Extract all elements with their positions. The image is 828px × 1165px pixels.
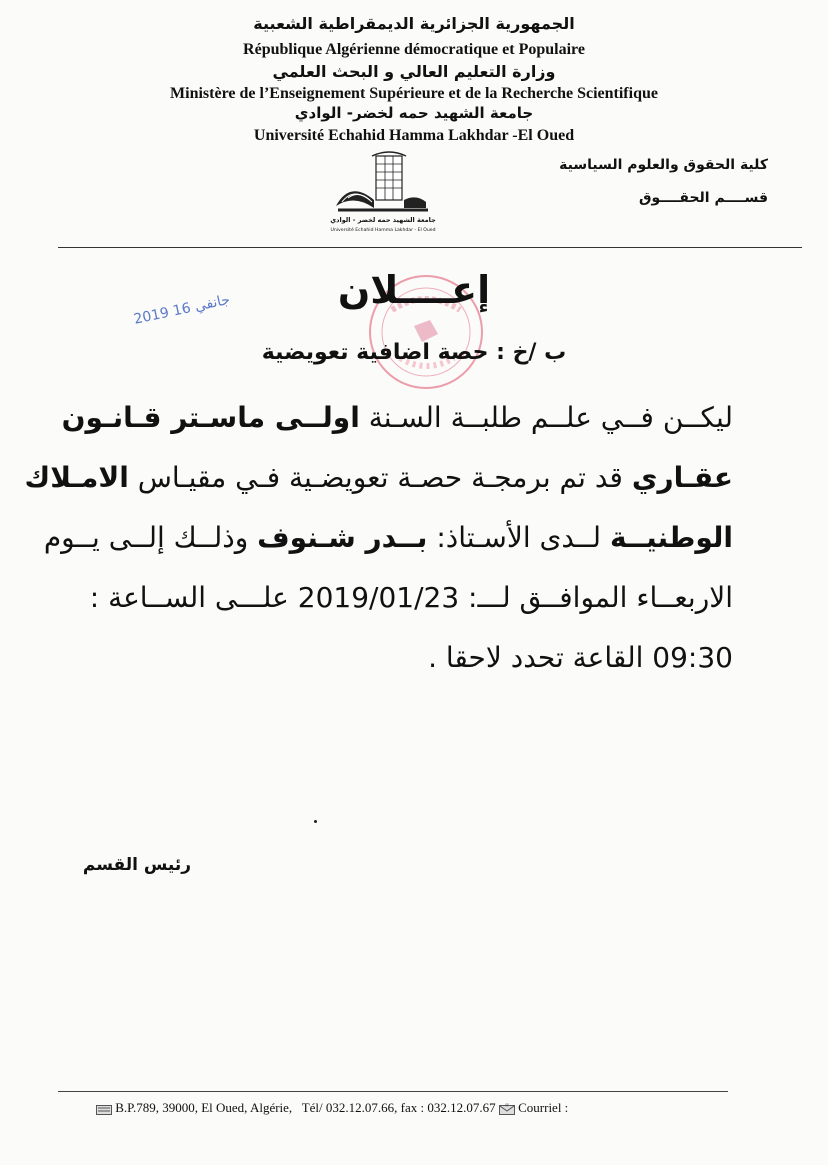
- header-university-french: Université Echahid Hamma Lakhdar -El Oued: [253, 127, 575, 144]
- header-republic-arabic: الجمهورية الجزائرية الديمقراطية الشعبية: [253, 14, 575, 33]
- footer-email-label: Courriel :: [518, 1100, 569, 1115]
- footer-address: B.P.789, 39000, El Oued, Algérie,: [115, 1100, 293, 1115]
- body-line-5: 09:30 القاعة تحدد لاحقا .: [428, 641, 733, 674]
- announcement-title: إعــــلان: [337, 268, 491, 312]
- university-logo: [328, 150, 438, 236]
- ink-dot: [314, 820, 317, 823]
- footer-phone: Tél/ 032.12.07.66, fax : 032.12.07.67: [301, 1100, 496, 1115]
- footer: [96, 1100, 568, 1116]
- body-text: ليكــن فــي علــم طلبــة السـنة: [359, 401, 733, 434]
- signature-label: رئيس القسم: [82, 855, 191, 875]
- footer-divider: [58, 1091, 728, 1092]
- email-icon: [499, 1103, 515, 1115]
- faculty-name: كلية الحقوق والعلوم السياسية: [559, 157, 768, 173]
- announcement-subject: ب /خ : حصة اضافية تعويضية: [261, 340, 567, 365]
- logo-caption-arabic: جامعة الشهيد حمه لخضر - الوادي: [330, 216, 436, 224]
- body-text: قد تم برمجـة حصـة تعويضـية فـي مقيـاس: [128, 461, 632, 494]
- svg-text:@: @: [505, 1103, 509, 1108]
- body-text: وذلــك إلــى يــوم: [43, 521, 258, 554]
- course-name: اولــى ماسـتر قـانـون: [61, 401, 360, 434]
- body-text: لــدى الأسـتاذ:: [427, 521, 610, 554]
- header-ministry-arabic: وزارة التعليم العالي و البحث العلمي: [272, 62, 556, 81]
- body-line-2: [24, 458, 733, 498]
- body-line-3: [43, 518, 733, 558]
- department-name: قســــم الحقــــوق: [638, 190, 768, 206]
- logo-caption-french: Université Echahid Hamma Lakhdar - El Oued: [330, 228, 436, 233]
- header-university-arabic: جامعة الشهيد حمه لخضر- الوادي: [294, 104, 534, 122]
- subject-name: الامـلاك: [24, 461, 129, 494]
- body-line-4: الاربعــاء الموافــق لـــ: 2019/01/23 علـــى الســاعة :: [89, 581, 733, 614]
- date-stamp: 2019 جانفي 16: [132, 291, 232, 328]
- header-republic-french: République Algérienne démocratique et Populaire: [243, 41, 585, 58]
- subject-name-cont: الوطنيــة: [609, 521, 733, 554]
- professor-name: بــدر شـنوف: [257, 521, 428, 554]
- mailbox-icon: [96, 1104, 112, 1115]
- header-ministry-french: Ministère de l’Enseignement Supérieure et de la Recherche Scientifique: [170, 85, 658, 102]
- course-name-cont: عقـاري: [631, 461, 733, 494]
- body-line-1: [61, 398, 733, 438]
- header-divider: [58, 247, 802, 248]
